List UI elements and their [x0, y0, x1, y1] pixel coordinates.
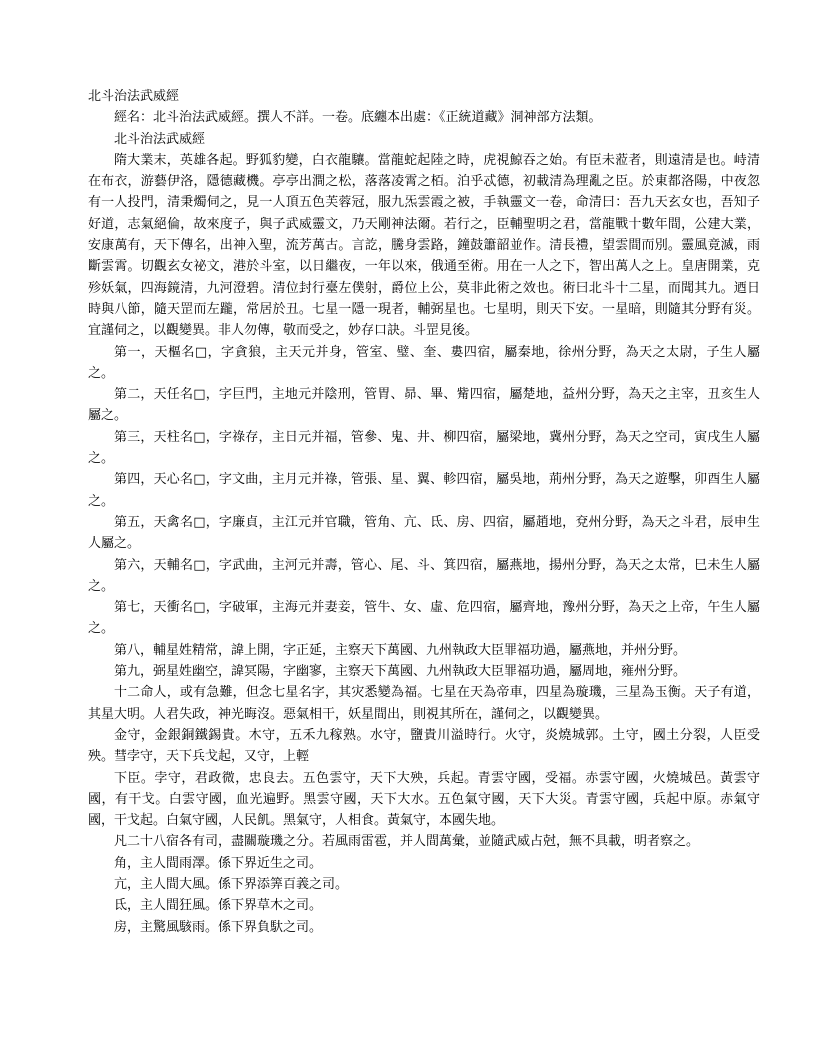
star-entry-3: 第三，天柱名□，字祿存，主日元并福，管參、鬼、井、柳四宿，屬梁地，冀州分野，為天之空司，寅戌生人屬之。: [88, 429, 760, 467]
star-entry-7: 第七，天衝名□，字破軍，主海元并妻妾，管牛、女、虛、危四宿，屬齊地，豫州分野，為天之上帝，午生人屬之。: [88, 600, 760, 637]
five-elements-omens: 金守，金銀銅鐵錫貴。木守，五禾九稼熟。水守，鹽貴川溢時行。火守，炎燒城郭。土守，國土分裂，人臣受殃。彗孛守，天下兵戈起，又守，上輕: [88, 727, 760, 765]
star-entry-6: 第六，天輔名□，字武曲，主河元并壽，管心、尾、斗、箕四宿，屬燕地，揚州分野，為天之太常，巳未生人屬之。: [88, 557, 760, 594]
preface-narrative: 隋大業末，英雄各起。野狐豹變，白衣龍驤。當龍蛇起陸之時，虎視鯨吞之始。有臣未蒞者，則遠清是也。峙清在布衣，游藝伊洛，隱德藏機。亭亭出澗之松，落落凌霄之栢。泊乎忒德，初載清為理亂之臣。於東都洛陽，中夜忽有一人投門，清秉燭伺之，見一人頂五色芙蓉冠，服九炁雲霞之被，手執靈文一卷，命清曰：吾九天玄女也，吾知子好道，志氣絕倫，故來度子，與子武威靈文，乃天剛神法爾。若行之，臣輔聖明之君，當龍戰十數年間，公建大業，安康萬有，天下傳名，出神入聖，流芳萬古。言訖，騰身雲路，鐘鼓簫韶並作。清長禮，望雲間而別。靈風竟滅，雨斷雲霄。切觀玄女祕文，港於斗室，以日繼夜，一年以來，俄通至術。用在一人之下，智出萬人之上。皇唐開業，克殄妖氣，四海鏡清，九河澄碧。清位封行臺左僕射，爵位上公，莫非此術之效也。術曰北斗十二星，而聞其九。迺日時與八節，隨天罡而左躘，常居於丑。七星一隱一現者，輔弼星也。七星明，則天下安。一星暗，則隨其分野有災。宜謹伺之，以觀變異。非人勿傳，敬而受之，妙存口訣。斗罡見後。: [88, 152, 760, 339]
star-entry-9: 第九，弼星姓幽空，諱冥陽，字幽寥，主察天下萬國、九州執政大臣罪福功過，屬周地，雍州分野。: [114, 664, 687, 680]
mansion-di: 氐，主人間狂風。係下界草木之司。: [114, 898, 323, 914]
inner-title: 北斗治法武威經: [114, 131, 206, 147]
star-entry-1: 第一，天樞名□，字貪狼，主天元并身，管室、璧、奎、婁四宿，屬秦地，徐州分野，為天之太尉，子生人屬之。: [88, 344, 760, 381]
mansion-kang: 亢，主人間大風。係下界添筭百義之司。: [114, 876, 349, 892]
star-entry-5: 第五，天禽名□，字廉貞，主江元并官職，管角、亢、氐、房、四宿，屬趙地，兗州分野，為天之斗君，辰申生人屬之。: [88, 514, 760, 552]
twentyeight-mansions-intro: 凡二十八宿各有司，盡關璇璣之分。若風雨雷雹，并人間萬彙，並隨武威占尅，無不具載，明者察之。: [114, 834, 700, 850]
twelve-fates-paragraph: 十二命人，或有急難，但念七星名字，其灾悉變為福。七星在天為帝車，四星為璇璣，三星為玉衡。天子有道，其星大明。人君失政，神光晦沒。惡氣相干，妖星間出，則視其所在，謹伺之，以觀變異。: [88, 685, 760, 722]
star-entry-2: 第二，天任名□，字巨門，主地元并陰刑，管胃、昴、畢、觜四宿，屬楚地，益州分野，為天之主宰，丑亥生人屬之。: [88, 387, 760, 424]
scripture-metadata: 經名：北斗治法武威經。撰人不詳。一卷。底纏本出處：《正統道藏》洞神部方法類。: [114, 110, 602, 126]
star-entry-4: 第四，天心名□，字文曲，主月元并祿，管張、星、翼、軫四宿，屬吳地，荊州分野，為天之遊擊，卯酉生人屬之。: [88, 472, 760, 509]
cloud-omens: 下臣。孛守，君政微，忠良去。五色雲守，天下大殃，兵起。青雲守國，受福。赤雲守國，火燒城邑。黃雲守國，有干戈。白雲守國，血光遍野。黑雲守國，天下大水。五色氣守國，天下大災。青雲守國，兵起中原。赤氣守國，干戈起。白氣守國，人民飢。黑氣守，人相食。黃氣守，本國失地。: [88, 770, 760, 829]
star-entry-8: 第八，輔星姓精常，諱上開，字正延，主察天下萬國、九州執政大臣罪福功過，屬燕地，并州分野。: [114, 642, 687, 658]
document-text-body: [88, 86, 760, 938]
document-title: 北斗治法武威經: [88, 89, 180, 104]
mansion-fang: 房，主驚風駭雨。係下界負馱之司。: [114, 919, 323, 935]
mansion-jiao: 角，主人間雨澤。係下界近生之司。: [114, 855, 323, 871]
